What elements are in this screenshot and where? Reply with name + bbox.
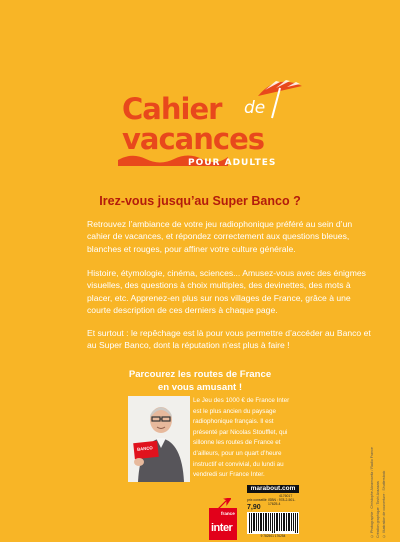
cover-subtitle: Irez-vous jusqu’au Super Banco ? — [99, 194, 301, 208]
credit-line: © Photographie : Christophe Abramowitz / Radio France — [370, 447, 374, 538]
station-small-label: france — [221, 511, 235, 516]
barcode-icon — [247, 512, 299, 534]
logo-word-cahier: Cahier — [122, 92, 222, 126]
logo-word-vacances: vacances — [122, 122, 264, 156]
publisher-label: marabout.com — [247, 485, 299, 493]
content-paragraph: Histoire, étymologie, cinéma, sciences... Amusez-vous avec des énigmes visuelles, des questions à choix multiples, des devinettes, des mots à placer, etc. Apprenez-en plus sur nos villages de France, grâce à une courte description de ces derniers à chaque page. — [87, 268, 366, 316]
host-portrait-icon — [128, 396, 190, 482]
credit-line: Création graphique : Toshi Arazawa — [376, 481, 380, 538]
slogan-line-1: Parcourez les routes de France — [128, 369, 272, 380]
product-code: 4176017 — [279, 494, 293, 498]
intro-paragraph: Retrouvez l’ambiance de votre jeu radiophonique préféré au sein d’un cahier de vacances, et répondez correctement aux questions bleues, blanches et rouges, pour affiner votre culture générale. — [87, 219, 353, 254]
barcode-panel — [247, 485, 299, 539]
france-inter-logo — [209, 498, 237, 540]
host-photo — [128, 396, 190, 482]
barcode-number: 9 782501 176254 — [260, 534, 286, 538]
slogan — [0, 368, 400, 394]
cover-logo — [118, 88, 308, 168]
logo-word-de: de — [244, 98, 266, 118]
isbn-text: ISBN : 978-2-501-17625-4 — [268, 498, 296, 506]
host-bio: Le Jeu des 1000 € de France Inter est le plus ancien du paysage radiophonique français. Il est présenté par Nicolas Stoufflet, qui sillonne les routes de France et d’ailleurs, pour un quart d’heure instructif et convivial, du lundi au vendredi sur France Inter. — [193, 397, 290, 479]
price-label: prix conseillé — [247, 498, 267, 502]
logo-tagline: POUR ADULTES — [188, 158, 277, 168]
credit-line: © Illustration de couverture : Shutterstock — [382, 470, 386, 538]
bonus-paragraph: Et surtout : le repêchage est là pour vous permettre d’accéder au Banco et au Super Banco, dont la réputation n’est plus à faire ! — [87, 328, 371, 351]
slogan-line-2: en vous amusant ! — [157, 382, 243, 393]
station-big-label: inter — [211, 522, 233, 534]
price-value: 7,90 — [247, 504, 261, 511]
credits — [330, 447, 394, 538]
photo-card-label: BANCO — [136, 445, 153, 452]
